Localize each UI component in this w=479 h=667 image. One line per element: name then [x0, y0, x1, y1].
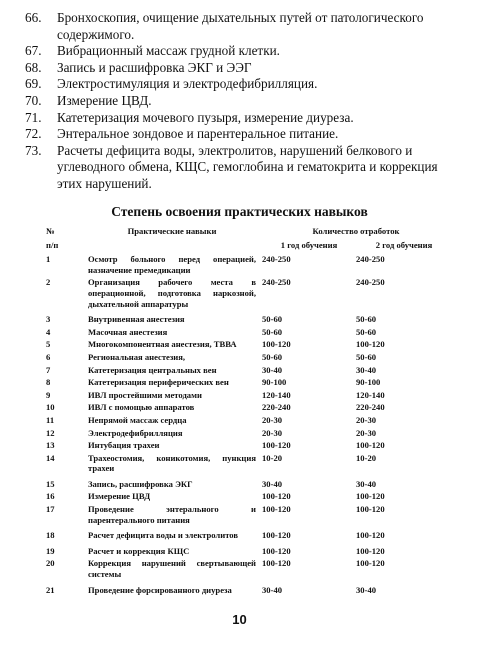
row-year1: 100-120: [262, 440, 291, 451]
table-body: [32, 254, 452, 597]
list-item-text: Запись и расшифровка ЭКГ и ЭЭГ: [57, 59, 252, 75]
table-row: [32, 504, 452, 530]
list-item-number: 71.: [25, 109, 42, 125]
row-skill: Катетеризация периферических вен: [88, 377, 229, 388]
row-year1: 240-250: [262, 254, 291, 265]
list-item-number: 72.: [25, 126, 42, 142]
row-year2: 10-20: [356, 452, 377, 463]
row-number: 18: [46, 530, 55, 541]
row-skill: Электродефибрилляция: [88, 427, 183, 438]
row-number: 6: [46, 351, 51, 362]
row-year2: 100-120: [356, 339, 385, 350]
table-row: [32, 352, 452, 365]
row-year2: 50-60: [356, 351, 377, 362]
row-year1: 100-120: [262, 545, 291, 556]
table-row: [32, 428, 452, 441]
row-year1: 90-100: [262, 377, 287, 388]
header-num-sub: п/п: [46, 239, 59, 250]
table-row: [32, 530, 452, 546]
row-year1: 100-120: [262, 530, 291, 541]
row-skill: Региональная анестезия,: [88, 351, 186, 362]
header-year2: 2 год обучения: [375, 239, 433, 250]
table-row: [32, 390, 452, 403]
row-skill: Проведение форсированного диуреза: [88, 584, 232, 595]
list-item-number: 73.: [25, 142, 42, 158]
row-year2: 50-60: [356, 314, 377, 325]
row-number: 9: [46, 389, 51, 400]
row-number: 4: [46, 326, 51, 337]
page-number: 10: [232, 612, 247, 627]
row-year1: 50-60: [262, 326, 283, 337]
table-row: [32, 314, 452, 327]
row-year2: 30-40: [356, 584, 377, 595]
list-item: [25, 143, 465, 193]
table-row: [32, 415, 452, 428]
table-row: [32, 254, 452, 277]
table-row: [32, 440, 452, 453]
row-year1: 50-60: [262, 351, 283, 362]
row-skill: ИВЛ с помощью аппаратов: [88, 402, 195, 413]
table-row: [32, 327, 452, 340]
row-skill: Катетеризация центральных вен: [88, 364, 217, 375]
table-row: [32, 585, 452, 598]
table-row: [32, 402, 452, 415]
list-item: [25, 76, 465, 93]
row-year1: 100-120: [262, 339, 291, 350]
list-item: [25, 93, 465, 110]
row-year1: 20-30: [262, 414, 283, 425]
skills-table: [32, 226, 452, 597]
row-year2: 100-120: [356, 530, 385, 541]
row-skill: Интубация трахеи: [88, 440, 160, 451]
list-item-number: 70.: [25, 92, 42, 108]
row-number: 11: [46, 414, 55, 425]
list-item-text: Энтеральное зондовое и парентеральное питание.: [57, 126, 339, 142]
section-title: Степень освоения практических навыков: [111, 204, 368, 219]
row-number: 12: [46, 427, 55, 438]
table-header-row: [32, 226, 452, 240]
row-skill: Непрямой массаж сердца: [88, 414, 187, 425]
row-year1: 100-120: [262, 491, 291, 502]
row-year2: 20-30: [356, 427, 377, 438]
row-year2: 50-60: [356, 326, 377, 337]
procedure-list: [25, 10, 465, 193]
row-year2: 100-120: [356, 558, 385, 569]
row-number: 14: [46, 452, 55, 463]
row-skill: Многокомпонентная анестезия, ТВВА: [88, 339, 237, 350]
table-row: [32, 546, 452, 559]
row-skill: Запись, расшифровка ЭКГ: [88, 478, 193, 489]
row-year1: 30-40: [262, 584, 283, 595]
row-year2: 20-30: [356, 414, 377, 425]
row-skill: Организация рабочего места в операционной, подготовка наркозной, дыхательной аппаратуры: [88, 277, 256, 309]
table-row: [32, 491, 452, 504]
row-number: 17: [46, 504, 55, 515]
row-year2: 100-120: [356, 504, 385, 515]
row-year1: 50-60: [262, 314, 283, 325]
row-year1: 100-120: [262, 504, 291, 515]
list-item-text: Бронхоскопия, очищение дыхательных путей от патологического содержимого.: [57, 10, 424, 42]
row-skill: ИВЛ простейшими методами: [88, 389, 202, 400]
row-number: 1: [46, 254, 51, 265]
row-number: 15: [46, 478, 55, 489]
row-number: 8: [46, 377, 51, 388]
header-count: Количество отработок: [312, 226, 400, 236]
table-row: [32, 479, 452, 492]
list-item: [25, 126, 465, 143]
header-num: №: [46, 226, 55, 236]
row-year1: 100-120: [262, 558, 291, 569]
row-year2: 30-40: [356, 478, 377, 489]
list-item-number: 67.: [25, 43, 42, 59]
row-number: 2: [46, 277, 51, 288]
row-skill: Расчет и коррекция КЩС: [88, 545, 190, 556]
row-year1: 30-40: [262, 478, 283, 489]
list-item-text: Вибрационный массаж грудной клетки.: [57, 43, 280, 59]
list-item-number: 69.: [25, 76, 42, 92]
list-item-number: 68.: [25, 59, 42, 75]
row-year2: 30-40: [356, 364, 377, 375]
row-year1: 30-40: [262, 364, 283, 375]
table-row: [32, 377, 452, 390]
row-year2: 120-140: [356, 389, 385, 400]
table-row: [32, 453, 452, 479]
row-number: 20: [46, 558, 55, 569]
row-skill: Проведение энтерального и парентерального питания: [88, 504, 256, 525]
row-year2: 100-120: [356, 545, 385, 556]
row-number: 13: [46, 440, 55, 451]
row-number: 21: [46, 584, 55, 595]
table-row: [32, 277, 452, 314]
row-year2: 240-250: [356, 277, 385, 288]
header-skill: Практические навыки: [127, 226, 217, 236]
row-year1: 10-20: [262, 452, 283, 463]
row-number: 3: [46, 314, 51, 325]
row-number: 10: [46, 402, 55, 413]
row-year1: 220-240: [262, 402, 291, 413]
list-item: [25, 10, 465, 43]
list-item-text: Электростимуляция и электродефибрилляция.: [57, 76, 318, 92]
list-item: [25, 60, 465, 77]
row-year1: 20-30: [262, 427, 283, 438]
list-item-text: Катетеризация мочевого пузыря, измерение диуреза.: [57, 109, 354, 125]
list-item: [25, 110, 465, 127]
row-year2: 100-120: [356, 440, 385, 451]
row-skill: Масочная анестезия: [88, 326, 168, 337]
row-skill: Измерение ЦВД: [88, 491, 151, 502]
list-item-number: 66.: [25, 10, 42, 25]
row-year2: 90-100: [356, 377, 381, 388]
row-number: 16: [46, 491, 55, 502]
row-number: 19: [46, 545, 55, 556]
list-item: [25, 43, 465, 60]
list-item-text: Расчеты дефицита воды, электролитов, нарушений белкового и углеводного обмена, КЩС, гемоглобина и гематокрита и коррекция этих нарушений.: [57, 142, 438, 191]
table-row: [32, 365, 452, 378]
table-row: [32, 339, 452, 352]
row-year2: 220-240: [356, 402, 385, 413]
row-number: 7: [46, 364, 51, 375]
table-subheader-row: [32, 240, 452, 255]
list-item-text: Измерение ЦВД.: [57, 92, 152, 108]
row-skill: Коррекция нарушений свертывающей системы: [88, 558, 256, 580]
row-skill: Осмотр больного перед операцией, назначение премедикации: [88, 254, 256, 275]
row-year2: 100-120: [356, 491, 385, 502]
row-year1: 240-250: [262, 277, 291, 288]
row-number: 5: [46, 339, 51, 350]
header-year1: 1 год обучения: [280, 239, 338, 250]
row-skill: Расчет дефицита воды и электролитов: [88, 530, 239, 541]
table-row: [32, 558, 452, 584]
header-skill-sub: [88, 240, 260, 255]
row-skill: Трахеостомия, коникотомия, пункция трахеи: [88, 452, 256, 474]
row-year1: 120-140: [262, 389, 291, 400]
row-year2: 240-250: [356, 254, 385, 265]
row-skill: Внутривенная анестезия: [88, 314, 185, 325]
